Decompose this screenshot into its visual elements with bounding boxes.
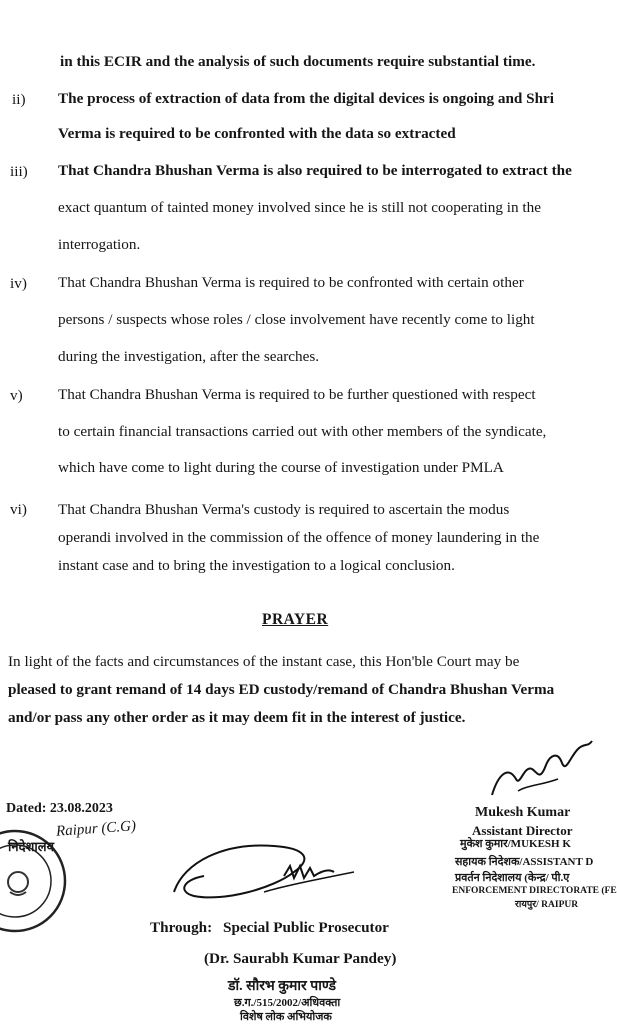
prayer-line: and/or pass any other order as it may deem fit in the interest of justice.	[8, 709, 466, 726]
point-line: interrogation.	[58, 236, 141, 253]
left-seal-text: निदेशालय	[8, 839, 55, 854]
officer-stamp-line: रायपुर/ RAIPUR	[515, 900, 579, 910]
point-line: exact quantum of tainted money involved since he is still not cooperating in the	[58, 199, 541, 216]
point-number: iv)	[10, 275, 27, 292]
point-line: to certain financial transactions carried out with other members of the syndicate,	[58, 423, 547, 440]
point-line: Verma is required to be confronted with the data so extracted	[58, 125, 456, 142]
officer-designation: Assistant Director	[472, 823, 573, 838]
officer-stamp-line: प्रवर्तन निदेशालय (केन्द्र/ पी.ए	[455, 872, 570, 884]
point-number: vi)	[10, 501, 27, 518]
point-line: That Chandra Bhushan Verma is required to be confronted with certain other	[58, 274, 524, 291]
prayer-line: pleased to grant remand of 14 days ED custody/remand of Chandra Bhushan Verma	[8, 681, 555, 698]
handwritten-place: Raipur (C.G)	[55, 818, 137, 840]
point-number: v)	[10, 387, 23, 404]
prayer-heading: PRAYER	[262, 611, 329, 628]
point-number: ii)	[12, 91, 26, 108]
officer-stamp-line: ENFORCEMENT DIRECTORATE (FE	[452, 886, 617, 896]
officer-stamp-line: मुकेश कुमार/MUKESH K	[460, 838, 571, 850]
through-role: Special Public Prosecutor	[223, 919, 389, 936]
point-line: The process of extraction of data from the digital devices is ongoing and Shri	[58, 90, 554, 107]
point-line: operandi involved in the commission of the offence of money laundering in the	[58, 529, 540, 546]
point-line: That Chandra Bhushan Verma is also required to be interrogated to extract the	[58, 162, 572, 179]
point-line: That Chandra Bhushan Verma is required to be further questioned with respect	[58, 386, 536, 403]
point-line: during the investigation, after the searches.	[58, 348, 320, 365]
continued-line: in this ECIR and the analysis of such documents require substantial time.	[60, 53, 536, 70]
prosecutor-stamp-line: डॉ. सौरभ कुमार पाण्डे	[228, 979, 336, 994]
point-line: instant case and to bring the investigation to a logical conclusion.	[58, 557, 455, 574]
point-line: That Chandra Bhushan Verma's custody is required to ascertain the modus	[58, 501, 510, 518]
point-line: persons / suspects whose roles / close involvement have recently come to light	[58, 311, 535, 328]
prayer-line: In light of the facts and circumstances of the instant case, this Hon'ble Court may be	[8, 653, 520, 670]
officer-signature	[488, 735, 594, 805]
point-number: iii)	[10, 163, 28, 180]
prosecutor-signature	[164, 832, 364, 922]
through-name: (Dr. Saurabh Kumar Pandey)	[204, 950, 397, 967]
prosecutor-stamp-line: विशेष लोक अभियोजक	[240, 1011, 332, 1023]
dated-label: Dated: 23.08.2023	[6, 801, 113, 816]
point-line: which have come to light during the course of investigation under PMLA	[58, 459, 504, 476]
through-label: Through:	[150, 919, 213, 936]
officer-name: Mukesh Kumar	[475, 805, 571, 820]
officer-stamp-line: सहायक निदेशक/ASSISTANT D	[455, 856, 594, 868]
prosecutor-stamp-line: छ.ग./515/2002/अधिवक्ता	[234, 997, 341, 1009]
